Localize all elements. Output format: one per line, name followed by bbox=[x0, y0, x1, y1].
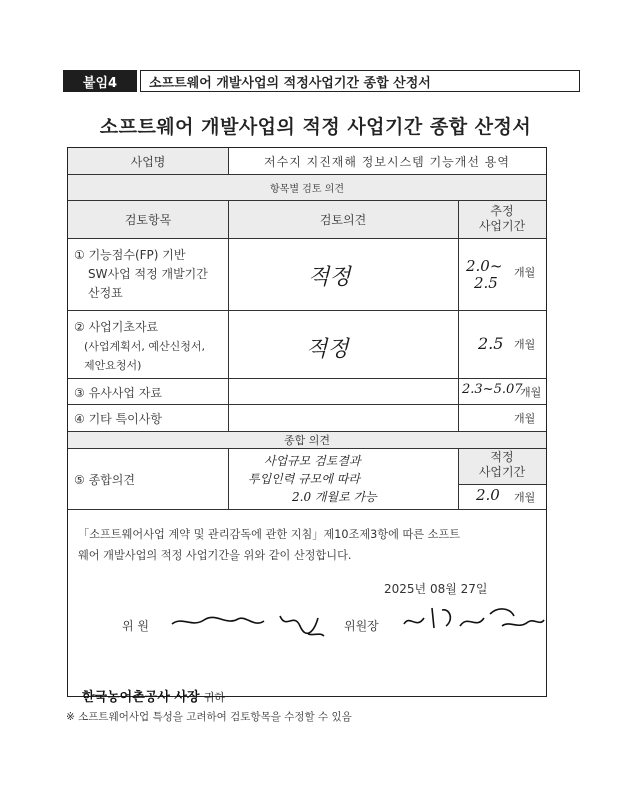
review-item-3: ③ 유사사업 자료 bbox=[74, 386, 162, 400]
estimated-period-2: 2.5 bbox=[478, 334, 504, 353]
certification-line: 「소프트웨어사업 계약 및 관리감독에 관한 지침」제10조제3항에 따른 소프트 bbox=[78, 528, 461, 541]
review-item-2-line: ② 사업기초자료 bbox=[74, 320, 159, 334]
section-items-heading: 항목별 검토 의견 bbox=[270, 183, 344, 195]
review-item-1 bbox=[74, 246, 224, 303]
period-unit-3: 개월 bbox=[520, 386, 542, 399]
overall-opinion-line: 2.0 개월로 가능 bbox=[292, 490, 377, 504]
section-overall-heading: 종합 의견 bbox=[283, 433, 330, 447]
assessment-form bbox=[67, 147, 547, 705]
footnote: ※ 소프트웨어사업 특성을 고려하여 검토항목을 수정할 수 있음 bbox=[66, 711, 352, 723]
period-unit-4: 개월 bbox=[514, 412, 536, 425]
overall-period-label-line1: 적정 bbox=[490, 450, 514, 464]
column-period-line2: 사업기간 bbox=[478, 219, 526, 233]
issue-date: 2025년 08월 27일 bbox=[384, 582, 488, 596]
column-period-header bbox=[458, 204, 546, 234]
overall-opinion-line: 투입인력 규모에 따라 bbox=[248, 472, 360, 486]
overall-opinion-label: ⑤ 종합의견 bbox=[74, 473, 135, 487]
estimated-period-1-value: 2.5 bbox=[474, 274, 498, 292]
review-item-2-line: 제안요청서) bbox=[84, 359, 142, 372]
column-opinion-header: 검토의견 bbox=[319, 212, 367, 227]
recipient bbox=[82, 686, 225, 705]
review-opinion-1: 적정 bbox=[308, 265, 351, 290]
review-item-4: ④ 기타 특이사항 bbox=[74, 412, 162, 426]
overall-opinion-line: 사업규모 검토결과 bbox=[264, 454, 361, 468]
overall-period-value: 2.0 bbox=[476, 486, 500, 504]
overall-opinion-text bbox=[248, 452, 377, 506]
overall-period-label bbox=[458, 450, 546, 480]
column-period-line1: 추정 bbox=[490, 204, 514, 218]
estimated-period-1-value: 2.0~ bbox=[466, 257, 503, 275]
certification-statement bbox=[78, 524, 548, 566]
recipient-suffix: 귀하 bbox=[203, 691, 225, 704]
certification-line: 웨어 개발사업의 적정 사업기간을 위와 같이 산정합니다. bbox=[78, 549, 352, 562]
overall-period-label-line2: 사업기간 bbox=[478, 465, 526, 479]
column-item-header: 검토항목 bbox=[124, 212, 172, 227]
review-opinion-2: 적정 bbox=[306, 337, 349, 362]
attachment-badge: 붙임4 bbox=[63, 70, 137, 92]
attachment-title-bar: 소프트웨어 개발사업의 적정사업기간 종합 산정서 bbox=[140, 70, 580, 92]
period-unit-2: 개월 bbox=[514, 338, 536, 351]
overall-period-unit: 개월 bbox=[514, 491, 536, 504]
period-unit-1: 개월 bbox=[514, 266, 536, 279]
review-item-1-line: ① 기능점수(FP) 기반 bbox=[74, 248, 186, 262]
document-title: 소프트웨어 개발사업의 적정 사업기간 종합 산정서 bbox=[99, 116, 532, 138]
chair-signature-label: 위원장 bbox=[344, 619, 379, 633]
review-item-2 bbox=[74, 318, 224, 375]
project-name-label: 사업명 bbox=[130, 154, 166, 169]
member-signature-label: 위 원 bbox=[122, 619, 149, 633]
chair-signature bbox=[398, 600, 548, 640]
project-name-value: 저수지 지진재해 정보시스템 기능개선 용역 bbox=[264, 154, 510, 169]
estimated-period-3: 2.3~5.07 bbox=[462, 382, 523, 397]
recipient-org: 한국농어촌공사 사장 bbox=[82, 690, 200, 705]
review-item-2-line: (사업계획서, 예산신청서, bbox=[84, 340, 206, 353]
review-item-1-line: 산정표 bbox=[88, 286, 123, 300]
review-item-1-line: SW사업 적정 개발기간 bbox=[88, 267, 208, 281]
member-signature bbox=[168, 606, 328, 640]
estimated-period-1 bbox=[466, 258, 502, 292]
